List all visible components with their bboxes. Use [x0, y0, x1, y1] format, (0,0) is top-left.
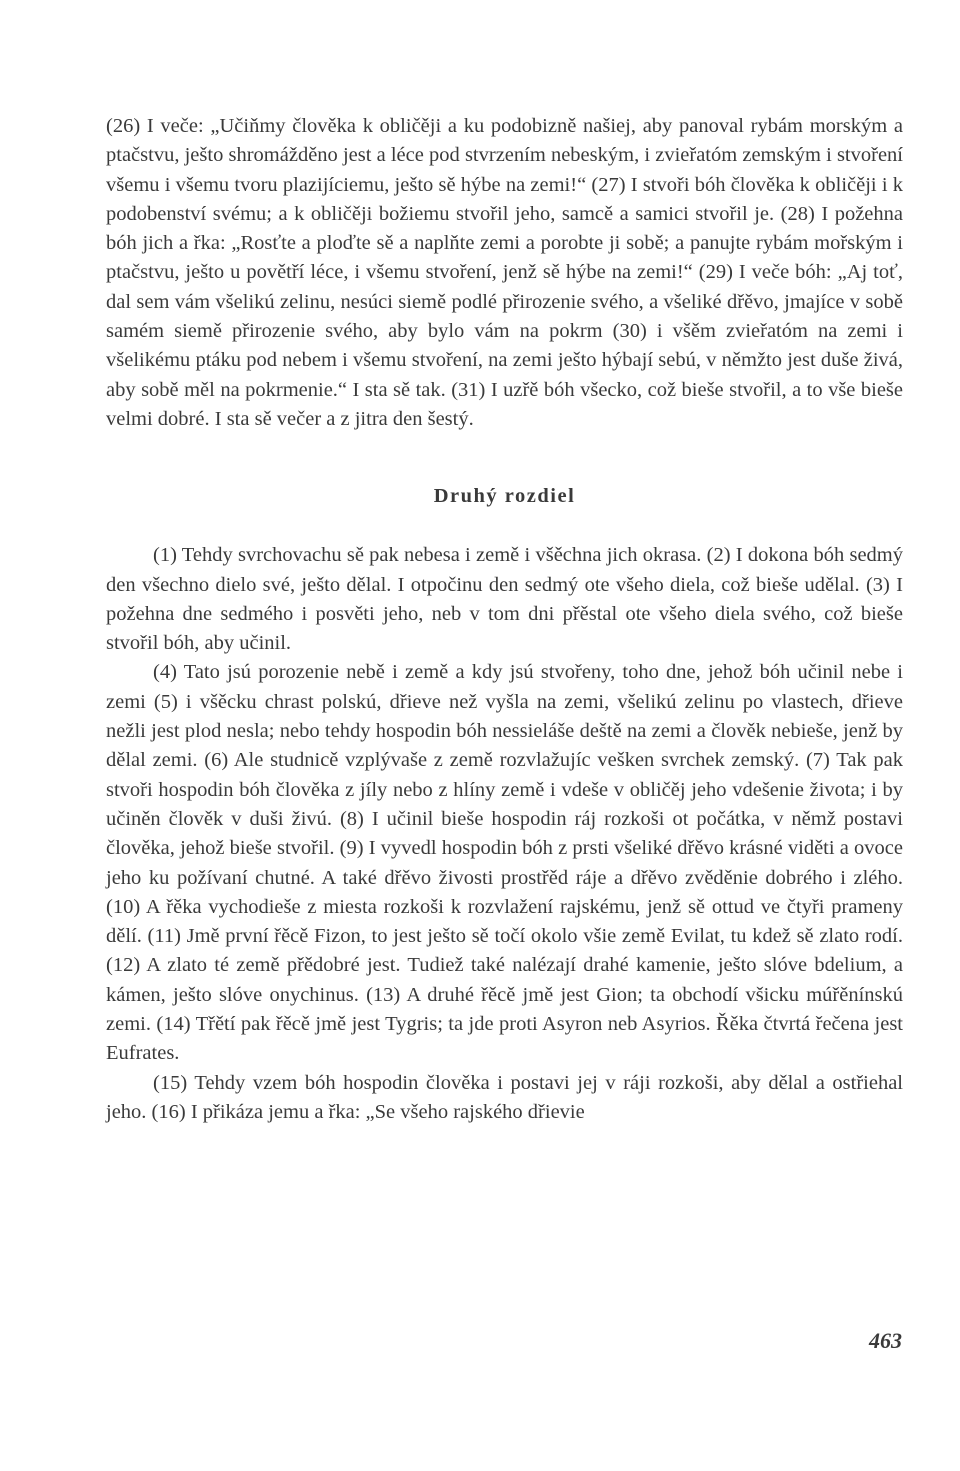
paragraph-26-31: (26) I veče: „Učiňmy člověka k obličěji a ku podobizně našiej, aby panoval rybám morským a ptačstvu, ješto shromážděno jest a léce pod stvrzením nebeským, i zvieřatóm zemským i stvoření všemu i všemu tvoru plazijíciemu, ješto sě hýbe na zemi!“ (27) I stvoři bóh člověka k obličěji i k podobenství svému; a k obličěji božiemu stvořil jeho, samcě a samici stvořil je. (28) I požehna bóh jich a řka: „Rosťte a ploďte sě a naplňte zemi a porobte ji sobě; a panujte rybám mořským i ptačstvu, ješto u povětří léce, i všemu stvoření, jenž sě hýbe na zemi!“ (29) I veče bóh: „Aj toť, dal sem vám všelikú zelinu, nesúci siemě podlé přirozenie svého, a všeliké dřěvo, jmajíce v sobě samém siemě přirozenie svého, aby bylo vám na pokrm (30) i všěm zvieřatóm na zemi i všelikému ptáku pod nebem i všemu stvoření, na zemi ješto hýbají sebú, v němžto jest duše živá, aby sobě měl na pokrmenie.“ I sta sě tak. (31) I uzřě bóh všecko, což bieše stvořil, a to vše bieše velmi dobré. I sta sě večer a z jitra den šestý. [106, 115, 903, 430]
section-heading: Druhý rozdiel [433, 485, 576, 508]
page-body [106, 112, 903, 1127]
paragraph-4-14: (4) Tato jsú porozenie nebě i země a kdy jsú stvořeny, toho dne, jehož bóh učinil nebe i zemi (5) i všěcku chrast polskú, dřieve než vyšla na zemi, všelikú zelinu po vlastech, dřieve nežli jest plod nesla; nebo tehdy hospodin bóh nessieláše deště na zemi a člověk nebieše, jenž by dělal zemi. (6) Ale studnicě vzplývaše z země rozvlažujíc vešken svrchek zemský. (7) Tak pak stvoři hospodin bóh člověka z jíly nebo z hlíny země i vdeše v obličěj jeho vdešenie života; i by učiněn člověk v duši živú. (8) I učinil bieše hospodin ráj rozkoši ot počátka, v němž postavi člověka, jehož bieše stvořil. (9) I vyvedl hospodin bóh z prsti všeliké dřěvo krásné viděti a ovoce jeho ku požívaní chutné. A také dřěvo živosti prostřěd ráje a dřěvo zvěděnie dobrého i zlého. (10) A řěka vychodieše z miesta rozkoši k rozvlažení rajskému, jenž sě ottud ve čtyři prameny dělí. (11) Jmě první řěcě Fizon, to jest ješto sě točí okolo všie země Evilat, tu kdež sě zlato rodí. (12) A zlato té země přědobré jest. Tudiež také nalézají drahé kamenie, ješto slóve bdelium, a kámen, ješto slóve onychinus. (13) A druhé řěcě jmě jest Gion; ta obchodí všicku múřěnínskú zemi. (14) Třětí pak řěcě jmě jest Tygris; ta jde proti Asyron neb Asyrios. Řěka čtvrtá řečena jest Eufrates. [106, 661, 903, 1065]
page-number: 463 [869, 1328, 902, 1353]
paragraph-1-3: (1) Tehdy svrchovachu sě pak nebesa i země i všěchna jich okrasa. (2) I dokona bóh sedmý den všechno dielo své, ješto dělal. I otpočinu den sedmý ote všeho diela, což bieše udělal. (3) I požehna dne sedmého i posvěti jeho, neb v tom dni přěstal ote všeho diela svého, což bieše stvořil bóh, aby učinil. [106, 544, 903, 655]
paragraph-15-16: (15) Tehdy vzem bóh hospodin člověka i postavi jej v ráji rozkoši, aby dělal a ostřiehal jeho. (16) I přikáza jemu a řka: „Se všeho rajského dřievie [106, 1071, 903, 1123]
